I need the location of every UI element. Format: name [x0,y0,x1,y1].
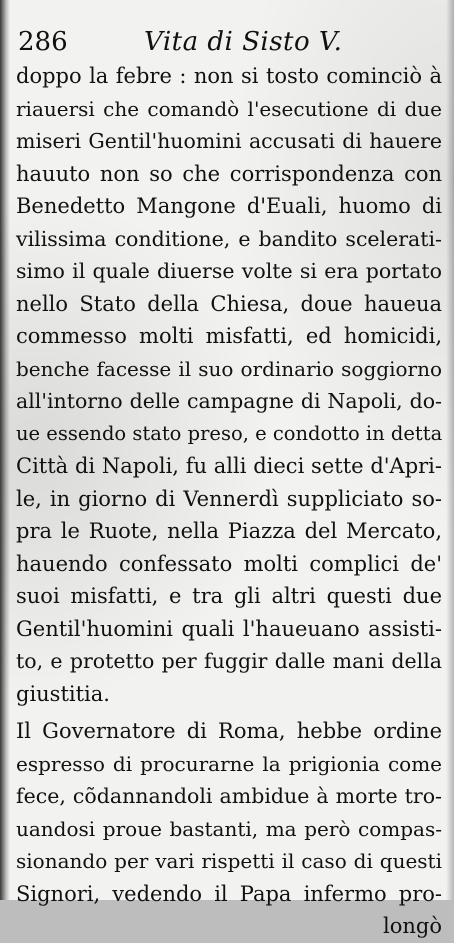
text-line: suoi misfatti, e tra gli altri questi due [16,584,442,608]
text-line: hauuto non so che corrispondenza con [16,161,442,186]
text-line: espresso di procurarne la prigionia come [16,751,442,776]
page-edge-shadow [446,0,454,900]
text-line: miseri Gentil'huomini accusati di hauere [16,129,442,153]
text-line: benche facesse il suo ordinario soggiorno [16,356,442,381]
text-line: nello Stato della Chiesa, doue haueua [16,291,442,316]
text-line: to, e protetto per fuggir dalle mani della [16,649,442,673]
text-line: giustitia. [16,681,110,706]
text-line: vilissima conditione, e bandito scelerati- [16,226,442,251]
text-line: sionando per vari rispetti il caso di questi [16,849,442,873]
paragraph-2 [16,715,442,943]
running-head: Vita di Sisto V. [144,27,343,57]
text-line: Signori, vedendo il Papa infermo pro- [16,881,442,906]
text-line: commesso molti misfatti, ed homicidi, [16,324,442,348]
text-line: Benedetto Mangone d'Euali, huomo di [16,194,442,218]
text-line: Città di Napoli, fu alli dieci sette d'Apri- [16,454,442,478]
paragraph-1 [16,60,442,710]
page-header [18,24,438,60]
catchword: longò [383,914,442,938]
text-line: hauendo confessato molti complici de' [16,551,442,576]
page-number: 286 [18,27,68,57]
text-line: Il Governatore di Roma, hebbe ordine [16,719,442,743]
text-line: doppo la febre : non si tosto cominciò à [16,64,442,88]
body-text [16,60,442,943]
text-line: fece, cõdannandoli ambidue à morte tro- [16,784,442,808]
text-line: simo il quale diuerse volte si era portato [16,259,442,283]
text-line: ue essendo stato preso, e condotto in detta [16,421,443,445]
text-line: pra le Ruote, nella Piazza del Mercato, [16,519,442,543]
text-line: le, in giorno di Vennerdì suppliciato so- [16,486,442,511]
binding-shadow [0,0,10,900]
text-line: Gentil'huomini quali l'haueuano assisti- [16,616,442,641]
text-line: riauersi che comandò l'esecutione di due [16,96,442,121]
text-line: uandosi proue bastanti, ma però compas- [16,816,442,841]
text-line: all'intorno delle campagne di Napoli, do- [16,389,442,413]
